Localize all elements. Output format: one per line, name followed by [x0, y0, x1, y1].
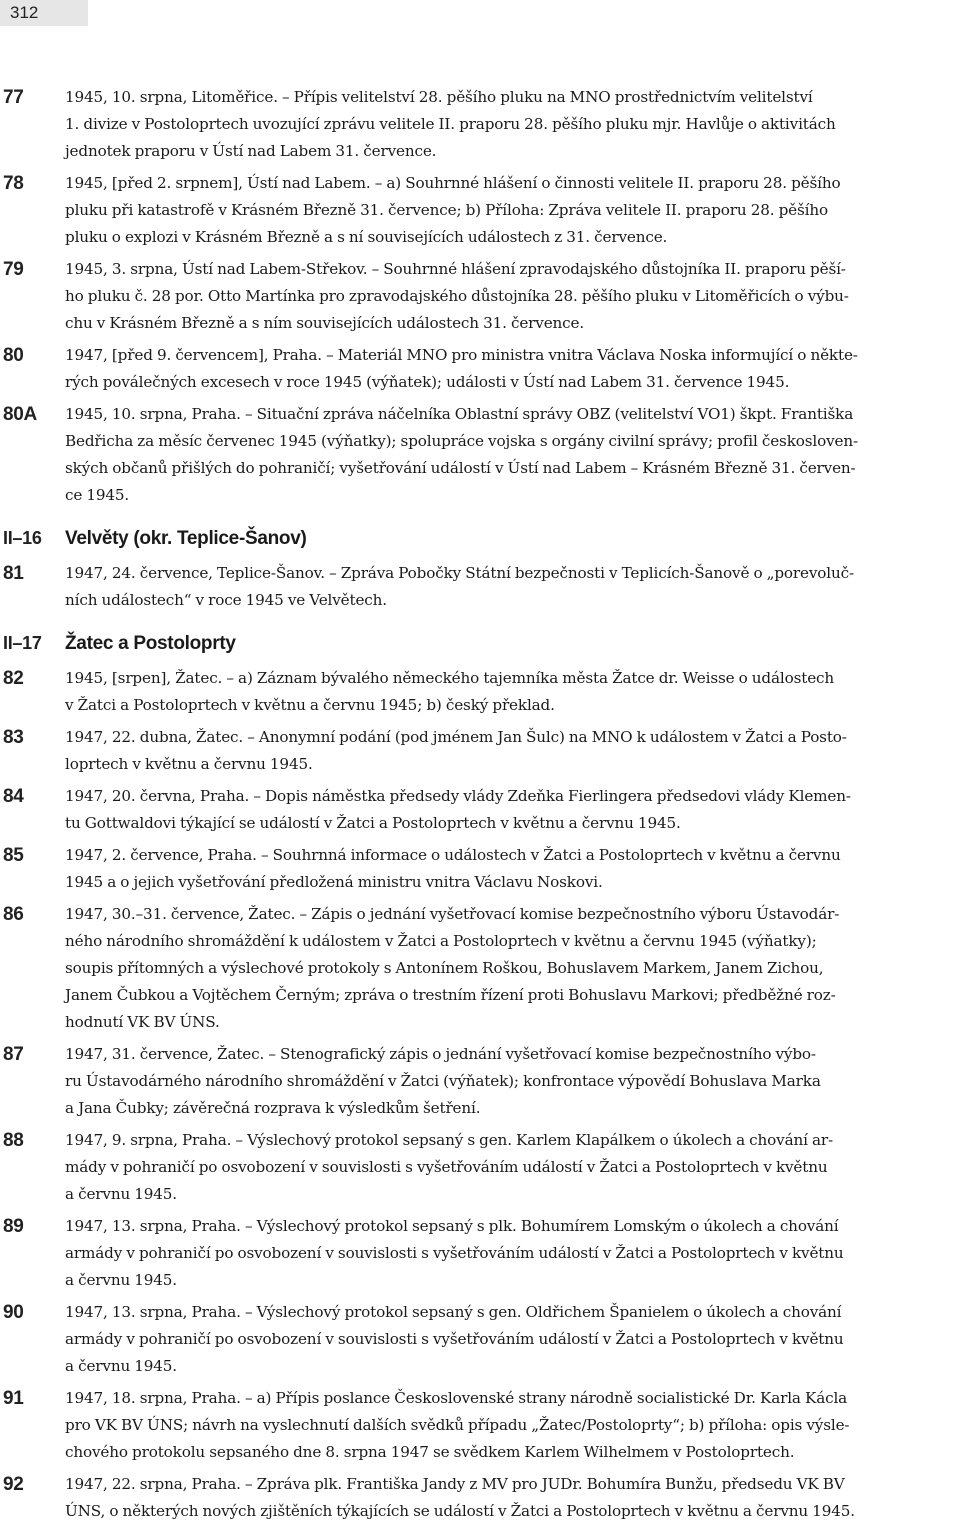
- entry-number: 85: [3, 845, 24, 866]
- entry-number: 91: [3, 1388, 24, 1409]
- entry-line: a červnu 1945.: [65, 1271, 177, 1289]
- entry-number: 92: [3, 1474, 24, 1495]
- entry-text: [65, 901, 957, 1036]
- document-entry: [0, 256, 960, 337]
- entry-line: 1947, 24. července, Teplice-Šanov. – Zpráva Pobočky Státní bezpečnosti v Teplicích-Šanově o „porevoluč-: [65, 564, 854, 582]
- document-body: [0, 84, 960, 1530]
- entry-line: Janem Čubkou a Vojtěchem Černým; zpráva o trestním řízení proti Bohuslavu Markovi; předběžné roz-: [65, 986, 836, 1004]
- document-entry: [0, 901, 960, 1036]
- entry-line: 1945, [před 2. srpnem], Ústí nad Labem. – a) Souhrnné hlášení o činnosti velitele II. praporu 28. pěšího: [65, 174, 841, 192]
- entry-text: [65, 401, 957, 509]
- entry-line: ských občanů přišlých do pohraničí; vyšetřování událostí v Ústí nad Labem – Krásném Březně 31. červen-: [65, 459, 856, 477]
- document-entry: [0, 724, 960, 778]
- document-entry: [0, 1127, 960, 1208]
- entry-text: [65, 256, 957, 337]
- entry-line: a červnu 1945.: [65, 1185, 177, 1203]
- entry-text: [65, 170, 957, 251]
- entry-line: 1. divize v Postoloprtech uvozující zprávu velitele II. praporu 28. pěšího pluku mjr. Havlůje o aktivitách: [65, 115, 836, 133]
- entry-number: 78: [3, 173, 24, 194]
- entry-text: [65, 842, 957, 896]
- section-heading: [0, 630, 960, 657]
- entry-line: ÚNS, o některých nových zjištěních týkajících se událostí v Žatci a Postoloprtech v květnu a červnu 1945.: [65, 1502, 855, 1520]
- document-entry: [0, 842, 960, 896]
- entry-line: 1947, 9. srpna, Praha. – Výslechový protokol sepsaný s gen. Karlem Klapálkem o úkolech a chování ar-: [65, 1131, 834, 1149]
- entry-line: 1947, 22. srpna, Praha. – Zpráva plk. Františka Jandy z MV pro JUDr. Bohumíra Bunžu, předsedu VK BV: [65, 1475, 845, 1493]
- document-entry: [0, 1385, 960, 1466]
- entry-number: 83: [3, 727, 24, 748]
- entry-line: 1947, 31. července, Žatec. – Stenografický zápis o jednání vyšetřovací komise bezpečnostního výbo-: [65, 1045, 816, 1063]
- entry-text: [65, 724, 957, 778]
- entry-text: [65, 665, 957, 719]
- entry-text: [65, 1127, 957, 1208]
- entry-text: [65, 1041, 957, 1122]
- entry-line: hodnutí VK BV ÚNS.: [65, 1013, 220, 1031]
- entry-line: 1945, [srpen], Žatec. – a) Záznam bývalého německého tajemníka města Žatce dr. Weisse o událostech: [65, 669, 835, 687]
- entry-line: soupis přítomných a výslechové protokoly s Antonínem Roškou, Bohuslavem Markem, Janem Zichou,: [65, 959, 824, 977]
- entry-line: 1947, 22. dubna, Žatec. – Anonymní podání (pod jménem Jan Šulc) na MNO k událostem v Žatci a Posto-: [65, 728, 847, 746]
- entry-text: [65, 783, 957, 837]
- entry-number: 81: [3, 563, 24, 584]
- entry-line: 1947, [před 9. červencem], Praha. – Materiál MNO pro ministra vnitra Václava Noska informující o někte-: [65, 346, 858, 364]
- document-entry: [0, 401, 960, 509]
- entry-number: 89: [3, 1216, 24, 1237]
- page-number: 312: [0, 0, 88, 26]
- entry-line: pluku při katastrofě v Krásném Březně 31. července; b) Příloha: Zpráva velitele II. praporu 28. pěšího: [65, 201, 828, 219]
- document-entry: [0, 84, 960, 165]
- document-entry: [0, 1299, 960, 1380]
- entry-text: [65, 1299, 957, 1380]
- entry-number: 88: [3, 1130, 24, 1151]
- section-title: Velvěty (okr. Teplice-Šanov): [65, 528, 307, 549]
- document-entry: [0, 170, 960, 251]
- document-entry: [0, 665, 960, 719]
- entry-line: mády v pohraničí po osvobození v souvislosti s vyšetřováním událostí v Žatci a Postoloprtech v květnu: [65, 1158, 828, 1176]
- document-entry: [0, 783, 960, 837]
- entry-number: 80A: [3, 404, 37, 425]
- entry-line: armády v pohraničí po osvobození v souvislosti s vyšetřováním událostí v Žatci a Postoloprtech v květnu: [65, 1244, 844, 1262]
- entry-line: ho pluku č. 28 por. Otto Martínka pro zpravodajského důstojníka 28. pěšího pluku v Litoměřicích o výbu-: [65, 287, 849, 305]
- document-entry: [0, 1213, 960, 1294]
- document-entry: [0, 1471, 960, 1525]
- entry-line: pro VK BV ÚNS; návrh na vyslechnutí dalších svědků případu „Žatec/Postoloprty“; b) příloha: opis výsle-: [65, 1416, 850, 1434]
- entry-line: 1945, 10. srpna, Litoměřice. – Přípis velitelství 28. pěšího pluku na MNO prostřednictvím velitelství: [65, 88, 813, 106]
- entry-line: ce 1945.: [65, 486, 130, 504]
- entry-line: ru Ústavodárného národního shromáždění v Žatci (výňatek); konfrontace výpovědí Bohuslava Marka: [65, 1072, 821, 1090]
- entry-line: ného národního shromáždění k událostem v Žatci a Postoloprtech v květnu a červnu 1945 (výňatky);: [65, 932, 817, 950]
- entry-line: 1945, 10. srpna, Praha. – Situační zpráva náčelníka Oblastní správy OBZ (velitelství VO1) škpt. Františka: [65, 405, 854, 423]
- entry-line: armády v pohraničí po osvobození v souvislosti s vyšetřováním událostí v Žatci a Postoloprtech v květnu: [65, 1330, 844, 1348]
- entry-text: [65, 1213, 957, 1294]
- section-title: Žatec a Postoloprty: [65, 633, 236, 654]
- entry-line: jednotek praporu v Ústí nad Labem 31. července.: [65, 142, 437, 160]
- entry-number: 87: [3, 1044, 24, 1065]
- entry-text: [65, 1471, 957, 1525]
- section-heading: [0, 525, 960, 552]
- entry-line: 1947, 20. června, Praha. – Dopis náměstka předsedy vlády Zdeňka Fierlingera předsedovi vlády Klemen-: [65, 787, 851, 805]
- entry-number: 80: [3, 345, 24, 366]
- entry-text: [65, 1385, 957, 1466]
- entry-line: loprtech v květnu a červnu 1945.: [65, 755, 313, 773]
- entry-text: [65, 342, 957, 396]
- document-entry: [0, 1041, 960, 1122]
- entry-number: 86: [3, 904, 24, 925]
- entry-line: ních událostech“ v roce 1945 ve Velvětech.: [65, 591, 387, 609]
- entry-line: tu Gottwaldovi týkající se událostí v Žatci a Postoloprtech v květnu a červnu 1945.: [65, 814, 681, 832]
- entry-line: a červnu 1945.: [65, 1357, 177, 1375]
- section-number: II–17: [3, 633, 42, 653]
- entry-number: 90: [3, 1302, 24, 1323]
- entry-line: 1947, 18. srpna, Praha. – a) Přípis poslance Československé strany národně socialistické Dr. Karla Kácla: [65, 1389, 848, 1407]
- document-entry: [0, 560, 960, 614]
- entry-line: chu v Krásném Březně a s ním souvisejících událostech 31. července.: [65, 314, 585, 332]
- entry-line: 1947, 2. července, Praha. – Souhrnná informace o událostech v Žatci a Postoloprtech v květnu a červnu: [65, 846, 841, 864]
- section-number: II–16: [3, 528, 42, 548]
- entry-line: Bedřicha za měsíc červenec 1945 (výňatky); spolupráce vojska s orgány civilní správy; profil českosloven-: [65, 432, 858, 450]
- entry-line: pluku o explozi v Krásném Březně a s ní souvisejících událostech z 31. července.: [65, 228, 668, 246]
- entry-line: rých poválečných excesech v roce 1945 (výňatek); události v Ústí nad Labem 31. července 1945.: [65, 373, 790, 391]
- entry-number: 84: [3, 786, 24, 807]
- document-entry: [0, 342, 960, 396]
- entry-number: 82: [3, 668, 24, 689]
- entry-line: 1947, 13. srpna, Praha. – Výslechový protokol sepsaný s plk. Bohumírem Lomským o úkolech a chování: [65, 1217, 839, 1235]
- entry-line: a Jana Čubky; závěrečná rozprava k výsledkům šetření.: [65, 1099, 481, 1117]
- entry-text: [65, 84, 957, 165]
- entry-line: 1945 a o jejich vyšetřování předložená ministru vnitra Václavu Noskovi.: [65, 873, 603, 891]
- entry-line: chového protokolu sepsaného dne 8. srpna 1947 se svědkem Karlem Wilhelmem v Postoloprtech.: [65, 1443, 795, 1461]
- entry-line: 1947, 30.–31. července, Žatec. – Zápis o jednání vyšetřovací komise bezpečnostního výboru Ústavodár-: [65, 905, 840, 923]
- entry-text: [65, 560, 957, 614]
- entry-line: 1947, 13. srpna, Praha. – Výslechový protokol sepsaný s gen. Oldřichem Španielem o úkolech a chování: [65, 1303, 842, 1321]
- entry-number: 79: [3, 259, 24, 280]
- entry-number: 77: [3, 87, 24, 108]
- entry-line: 1945, 3. srpna, Ústí nad Labem-Střekov. – Souhrnné hlášení zpravodajského důstojníka II. praporu pěší-: [65, 260, 846, 278]
- entry-line: v Žatci a Postoloprtech v květnu a červnu 1945; b) český překlad.: [65, 696, 555, 714]
